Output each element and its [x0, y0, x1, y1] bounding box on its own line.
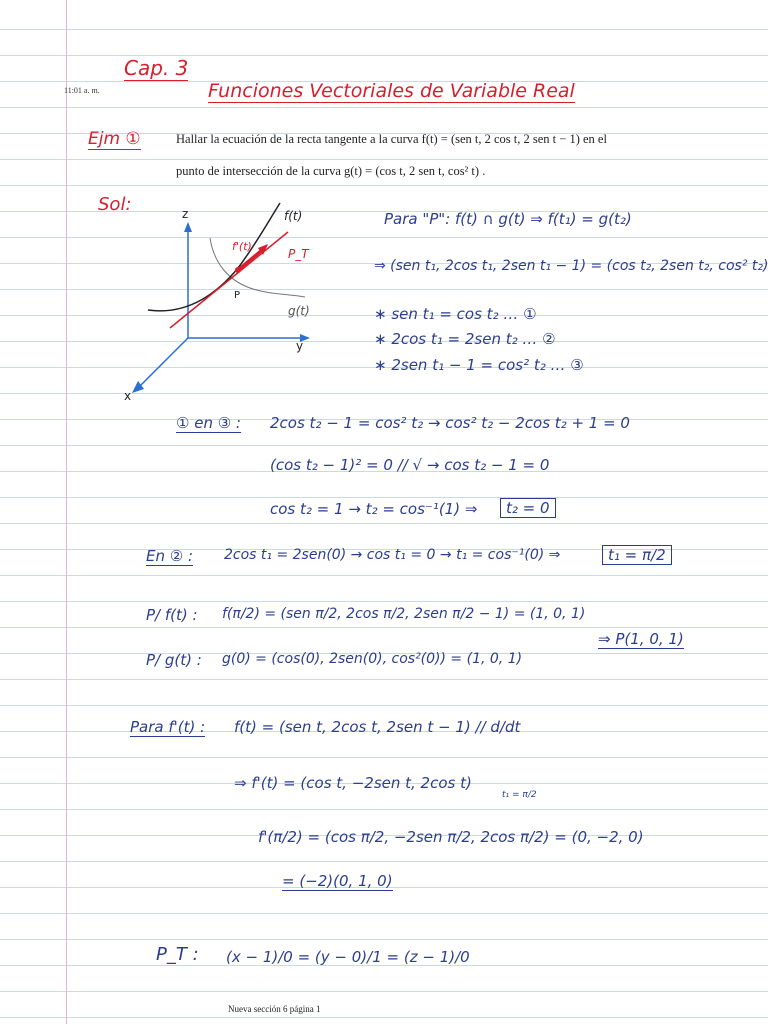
- intersection-point: [235, 267, 241, 273]
- tangent-vector-label: f'(t): [232, 240, 252, 253]
- evaluation-point: t₁ = π/2: [502, 790, 537, 800]
- vector-equality: ⇒ (sen t₁, 2cos t₁, 2sen t₁ − 1) = (cos t₂, 2sen t₂, cos² t₂): [374, 258, 768, 274]
- tangent-line-label: P_T :: [156, 944, 199, 965]
- derivative-label: Para f'(t) :: [130, 718, 206, 736]
- derivative-at-pi-half: f'(π/2) = (cos π/2, −2sen π/2, 2cos π/2) = (0, −2, 0): [258, 828, 644, 846]
- y-axis-label: y: [296, 339, 304, 353]
- exercise-statement-line-2: punto de intersección de la curva g(t) = (cos t, 2 sen t, cos² t) .: [176, 164, 486, 178]
- z-axis-label: z: [182, 207, 189, 221]
- page-footer: Nueva sección 6 página 1: [228, 1004, 321, 1014]
- component-equation-3: ∗ 2sen t₁ − 1 = cos² t₂ … ③: [374, 356, 584, 374]
- notebook-margin-line: [66, 0, 67, 1024]
- substitution-label: ① en ③ :: [176, 414, 241, 432]
- note-timestamp: 11:01 a. m.: [64, 86, 100, 95]
- component-equation-1: ∗ sen t₁ = cos t₂ … ①: [374, 305, 537, 323]
- t1-result-box: t₁ = π/2: [602, 545, 672, 565]
- f-definition: f(t) = (sen t, 2cos t, 2sen t − 1) // d/dt: [234, 718, 521, 736]
- t1-derivation: 2cos t₁ = 2sen(0) → cos t₁ = 0 → t₁ = cos⁻¹(0) ⇒: [224, 547, 561, 563]
- quadratic-equation: 2cos t₂ − 1 = cos² t₂ → cos² t₂ − 2cos t₂ + 1 = 0: [270, 414, 630, 432]
- curve-f: [148, 203, 280, 311]
- point-from-g-label: P/ g(t) :: [146, 651, 202, 669]
- point-p-label: P: [234, 290, 241, 301]
- tangent-line-label: P_T: [288, 247, 309, 261]
- tangent-vector: [238, 250, 262, 270]
- exercise-statement-line-1: Hallar la ecuación de la recta tangente a la curva f(t) = (sen t, 2 cos t, 2 sen t − 1) en el: [176, 132, 607, 146]
- direction-vector: = (−2)(0, 1, 0): [282, 872, 393, 890]
- squared-equation: (cos t₂ − 1)² = 0 // √ → cos t₂ − 1 = 0: [270, 456, 550, 474]
- component-equation-2: ∗ 2cos t₁ = 2sen t₂ … ②: [374, 330, 556, 348]
- in-two-label: En ② :: [146, 547, 194, 565]
- point-from-f-label: P/ f(t) :: [146, 606, 198, 624]
- x-axis-label: x: [124, 389, 132, 403]
- g-at-zero: g(0) = (cos(0), 2sen(0), cos²(0)) = (1, 0, 1): [222, 651, 523, 667]
- page-title: Funciones Vectoriales de Variable Real: [208, 80, 575, 102]
- solution-label: Sol:: [98, 194, 132, 215]
- tangent-line-equation: (x − 1)/0 = (y − 0)/1 = (z − 1)/0: [226, 948, 470, 966]
- exercise-label: Ejm ①: [88, 129, 141, 149]
- x-axis: [138, 338, 188, 388]
- t2-derivation: cos t₂ = 1 → t₂ = cos⁻¹(1) ⇒: [270, 500, 478, 518]
- f-at-pi-half: f(π/2) = (sen π/2, 2cos π/2, 2sen π/2 − 1) = (1, 0, 1): [222, 606, 586, 622]
- derivative-result: ⇒ f'(t) = (cos t, −2sen t, 2cos t): [234, 774, 472, 792]
- z-axis-arrow: [184, 222, 192, 232]
- curve-g-label: g(t): [288, 304, 310, 318]
- intersection-condition: Para "P": f(t) ∩ g(t) ⇒ f(t₁) = g(t₂): [384, 210, 632, 228]
- intersection-point-result: ⇒ P(1, 0, 1): [598, 630, 684, 648]
- curves-sketch: [110, 198, 325, 403]
- chapter-heading: Cap. 3: [124, 56, 189, 80]
- curve-f-label: f(t): [284, 209, 303, 223]
- t2-result-box: t₂ = 0: [500, 498, 556, 518]
